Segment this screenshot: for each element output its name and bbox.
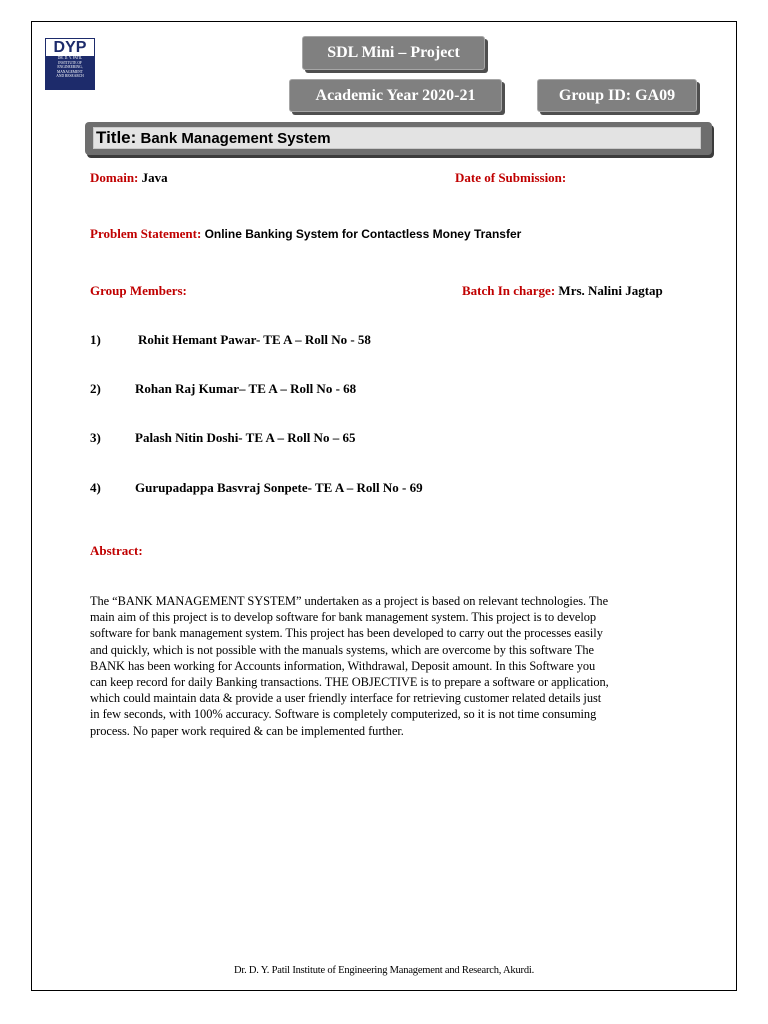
logo-subtitle (47, 56, 93, 89)
abstract-line: software for bank management system. This project has been developed to carry out the processes easily (90, 626, 603, 641)
problem-statement-row (90, 226, 521, 242)
member-item (90, 381, 356, 397)
submission-label: Date of Submission: (455, 170, 567, 185)
abstract-line: main aim of this project is to develop software for bank management system. This project is to develop (90, 610, 597, 625)
abstract-line: in few seconds, with 100% accuracy. Software is completely computerized, so it is not time consuming (90, 707, 597, 722)
institute-logo (45, 38, 95, 90)
logo-line: DR. D. Y. PATIL (57, 56, 83, 60)
member-number: 2) (90, 381, 101, 396)
abstract-line: and quickly, which is not possible with the manuals systems, which are overcome by this software The (90, 642, 594, 657)
member-item (90, 430, 355, 446)
member-text: Palash Nitin Doshi- TE A – Roll No – 65 (135, 430, 356, 445)
abstract-line: which could maintain data & provide a user friendly interface for retrieving customer related details just (90, 691, 602, 706)
abstract-line: process. No paper work required & can be implemented further. (90, 723, 404, 738)
group-members-row (90, 283, 187, 299)
member-number: 4) (90, 480, 101, 495)
page-border (31, 21, 737, 991)
page-footer: Dr. D. Y. Patil Institute of Engineering Management and Research, Akurdi. (233, 965, 535, 976)
member-number: 3) (90, 430, 101, 445)
abstract-line: can keep record for daily Banking transactions. THE OBJECTIVE is to prepare a software or application, (90, 675, 609, 690)
domain-row (90, 170, 168, 186)
logo-line: MANAGEMENT (57, 69, 83, 74)
logo-line: ENGINEERING, (57, 65, 83, 70)
abstract-body (90, 593, 690, 739)
batch-incharge-row (462, 283, 663, 299)
member-text: Gurupadappa Basvraj Sonpete- TE A – Roll No - 69 (135, 480, 423, 495)
member-item (90, 332, 371, 348)
group-id-box: Group ID: GA09 (537, 79, 697, 112)
group-members-label: Group Members: (90, 283, 187, 298)
title-field (93, 127, 701, 149)
problem-statement-label: Problem Statement: (90, 226, 202, 241)
member-text: Rohit Hemant Pawar- TE A – Roll No - 58 (138, 332, 371, 347)
problem-statement-value: Online Banking System for Contactless Money Transfer (204, 227, 522, 241)
batch-incharge-label: Batch In charge: (462, 283, 556, 298)
abstract-line: BANK has been working for Accounts information, Withdrawal, Deposit amount. In this Software you (90, 658, 596, 673)
title-bar (85, 122, 712, 155)
logo-line: AND RESEARCH (56, 74, 84, 79)
submission-row (455, 170, 566, 186)
logo-line: INSTITUTE OF (58, 60, 82, 65)
title-label: Title: (96, 128, 137, 147)
logo-mark: DYP (53, 39, 87, 56)
abstract-line: The “BANK MANAGEMENT SYSTEM” undertaken as a project is based on relevant technologies. The (90, 594, 609, 608)
batch-incharge-value: Mrs. Nalini Jagtap (558, 283, 663, 298)
member-number: 1) (90, 332, 101, 347)
academic-year-box: Academic Year 2020-21 (289, 79, 502, 112)
title-value: Bank Management System (140, 130, 331, 147)
domain-value: Java (141, 170, 168, 185)
project-label-box: SDL Mini – Project (302, 36, 485, 70)
abstract-heading: Abstract: (90, 543, 143, 558)
domain-label: Domain: (90, 170, 139, 185)
member-item (90, 480, 423, 496)
member-text: Rohan Raj Kumar– TE A – Roll No - 68 (135, 381, 357, 396)
